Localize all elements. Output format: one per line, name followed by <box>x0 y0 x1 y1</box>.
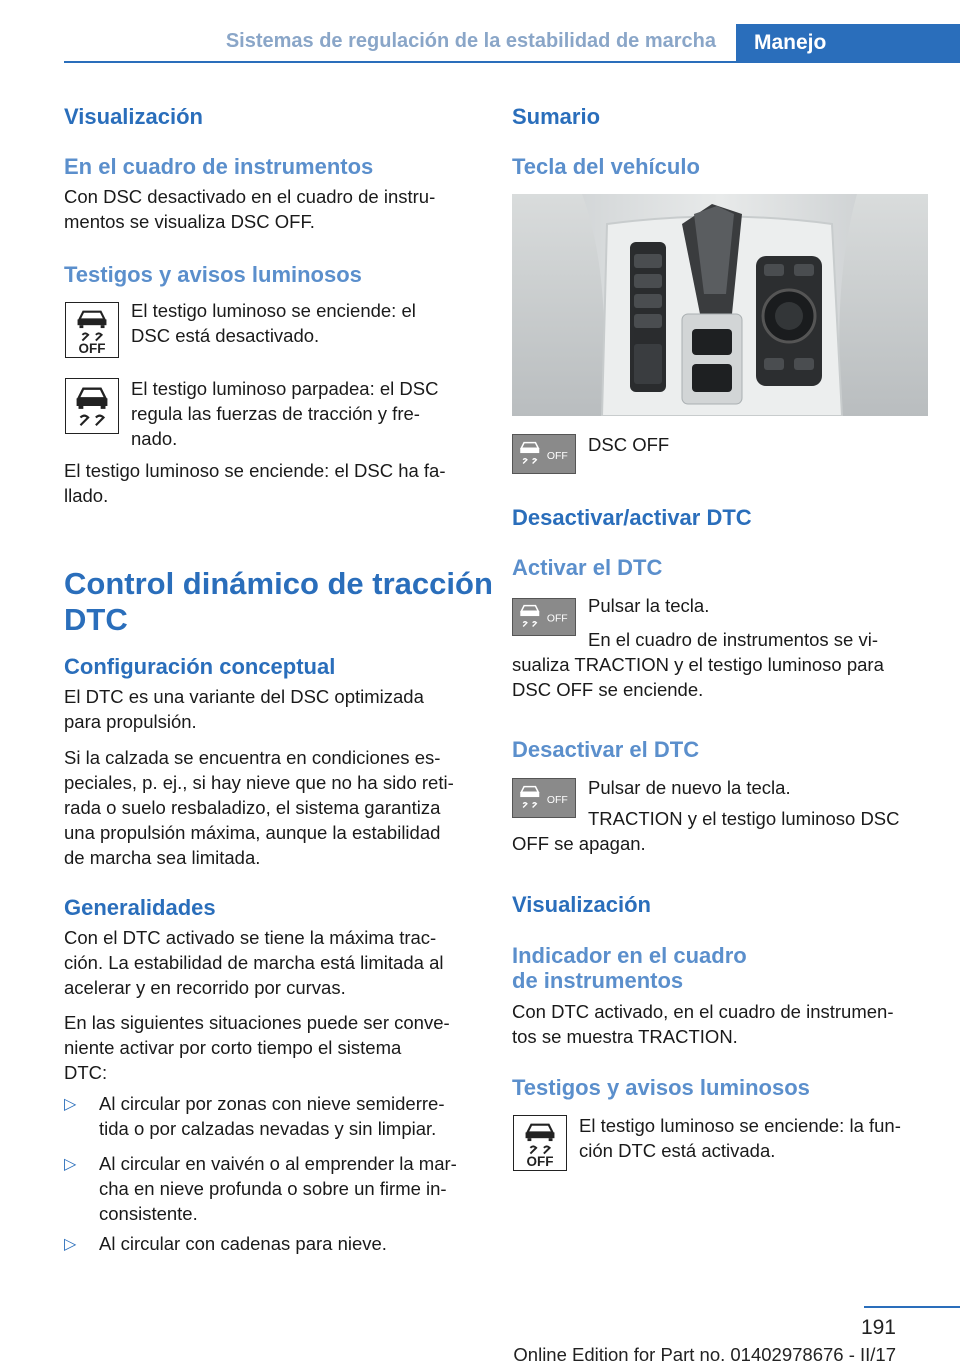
dsc-active-warning-icon <box>65 378 119 434</box>
heading-testigos: Testigos y avisos luminosos <box>64 262 362 287</box>
key-off-text: OFF <box>546 450 568 462</box>
center-console-photo <box>512 194 928 416</box>
activar-step-2-rest: sualiza TRACTION y el testigo luminoso para DSC OFF se enciende. <box>512 654 884 700</box>
heading-configuracion: Configuración conceptual <box>64 654 336 679</box>
desactivar-step-2-line2: OFF se apagan. <box>512 833 646 854</box>
paragraph-general-2: En las siguientes situaciones puede ser conve‐ niente activar por corto tiempo el sistema DTC: <box>64 1012 450 1083</box>
heading-indicador-cuadro: Indicador en el cuadro de instrumentos <box>512 943 747 993</box>
list-item: Al circular con cadenas para nieve. <box>99 1233 387 1254</box>
paragraph-config-1: El DTC es una variante del DSC optimizada para propulsión. <box>64 686 424 732</box>
key-off-text: OFF <box>546 613 568 625</box>
icon2-description: El testigo luminoso parpadea: el DSC regula las fuerzas de tracción y fre‐ nado. <box>131 378 439 449</box>
activar-step-1: Pulsar la tecla. <box>588 595 710 616</box>
heading-cuadro-instrumentos: En el cuadro de instrumentos <box>64 154 374 179</box>
heading-control-dinamico-dtc: Control dinámico de tracción DTC <box>64 566 493 637</box>
paragraph-dsc-fallo: El testigo luminoso se enciende: el DSC ha fa‐ llado. <box>64 460 446 506</box>
dsc-off-warning-icon <box>65 302 119 358</box>
icon1-description: El testigo luminoso se enciende: el DSC está desactivado. <box>131 300 416 346</box>
dtc-active-warning-icon <box>513 1115 567 1171</box>
paragraph-general-1: Con el DTC activado se tiene la máxima trac‐ ción. La estabilidad de marcha está limitada al acelerar y en recorrido por curvas. <box>64 927 444 998</box>
icon-dtc-description: El testigo luminoso se enciende: la fun‐ ción DTC está activada. <box>579 1115 901 1161</box>
key-off-text: OFF <box>546 794 568 806</box>
svg-text:OFF: OFF <box>526 1154 554 1170</box>
svg-text:OFF: OFF <box>78 341 106 357</box>
heading-desactivar-activar-dtc: Desactivar/activar DTC <box>512 505 752 530</box>
paragraph-dsc-off-display: Con DSC desactivado en el cuadro de instru‐ mentos se visualiza DSC OFF. <box>64 186 436 232</box>
header-section-title: Sistemas de regulación de la estabilidad de marcha <box>225 30 716 52</box>
heading-visualizacion: Visualización <box>64 104 203 129</box>
bullet-marker: ▷ <box>64 1236 77 1253</box>
header-rule <box>64 61 960 63</box>
list-item: Al circular en vaivén o al emprender la mar‐ cha en nieve profunda o sobre un firme in‐ consistente. <box>99 1153 457 1224</box>
bullet-marker: ▷ <box>64 1096 77 1113</box>
bullet-marker: ▷ <box>64 1156 77 1173</box>
list-item: Al circular por zonas con nieve semiderre‐ tida o por calzadas nevadas y sin limpiar. <box>99 1093 445 1139</box>
header-chapter-tab[interactable]: Manejo <box>736 24 960 62</box>
desactivar-step-2-line1: TRACTION y el testigo luminoso DSC <box>588 808 900 829</box>
dsc-off-key-icon <box>512 434 576 474</box>
footer-rule <box>864 1306 960 1308</box>
heading-activar-dtc: Activar el DTC <box>512 555 663 580</box>
dsc-off-key-icon <box>512 598 576 636</box>
footer-edition: Online Edition for Part no. 01402978676 - II/17 <box>513 1344 896 1365</box>
heading-sumario: Sumario <box>512 104 601 129</box>
activar-step-2-line1: En el cuadro de instrumentos se vi‐ <box>588 629 878 650</box>
key-label-dsc-off: DSC OFF <box>588 434 670 455</box>
paragraph-config-2: Si la calzada se encuentra en condiciones es‐ peciales, p. ej., si hay nieve que no ha sido reti‐ rada o suelo resbaladizo, el sistema garantiza una propulsión máxima, aunque la estabilidad de marcha sea limitada. <box>64 747 454 868</box>
desactivar-step-1: Pulsar de nuevo la tecla. <box>588 777 791 798</box>
dsc-off-key-icon <box>512 778 576 818</box>
page-number: 191 <box>860 1316 896 1339</box>
heading-visualizacion-dtc: Visualización <box>512 892 651 917</box>
paragraph-indicador: Con DTC activado, en el cuadro de instrumen‐ tos se muestra TRACTION. <box>512 1001 894 1047</box>
heading-generalidades: Generalidades <box>64 895 216 920</box>
heading-testigos-dtc: Testigos y avisos luminosos <box>512 1075 810 1100</box>
heading-desactivar-dtc: Desactivar el DTC <box>512 737 700 762</box>
heading-tecla-vehiculo: Tecla del vehículo <box>512 154 700 179</box>
